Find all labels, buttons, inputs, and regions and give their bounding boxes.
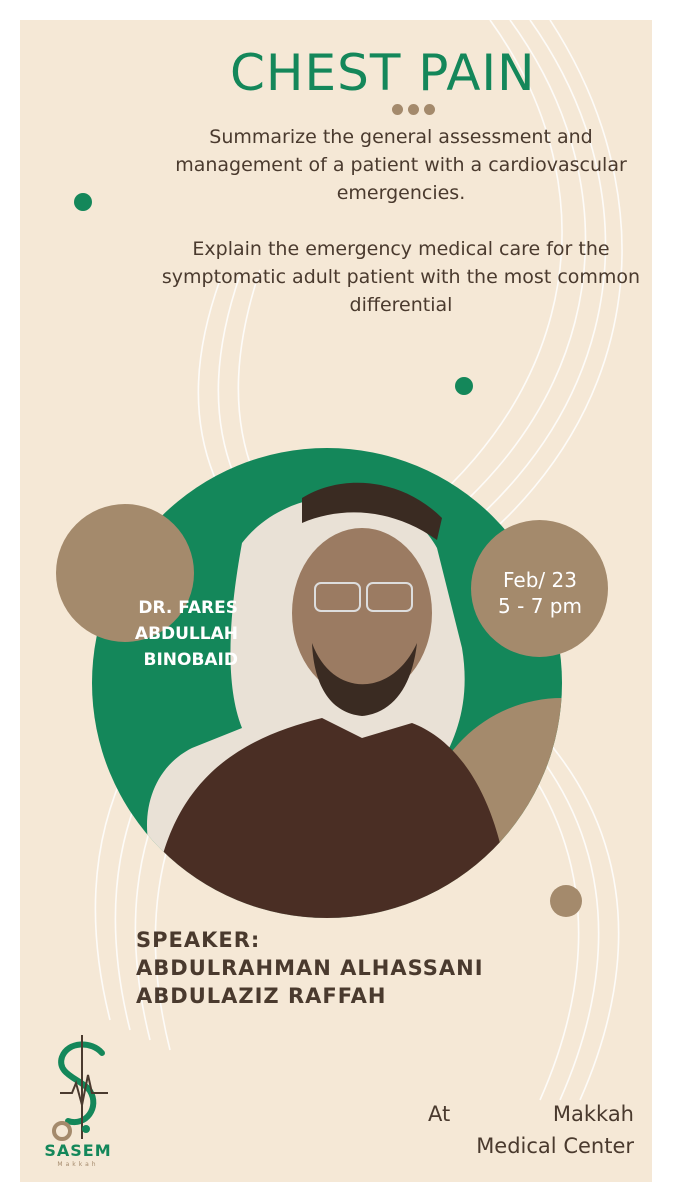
event-time: 5 - 7 pm: [498, 594, 582, 618]
objective-1: Summarize the general assessment and management of a patient with a cardiovascular emergencies.: [175, 126, 627, 204]
logo-subtitle: Makkah: [57, 1161, 99, 1168]
green-dot-decoration: [74, 193, 92, 211]
event-poster: [20, 20, 652, 1182]
location-word-at: At: [428, 1102, 451, 1126]
doctor-name-line2: ABDULLAH: [134, 624, 238, 644]
speaker-name: ABDULRAHMAN ALHASSANI: [136, 956, 484, 980]
dot: [392, 104, 403, 115]
doctor-name-line3: BINOBAID: [143, 650, 238, 670]
title-dots: [392, 104, 435, 115]
green-dot-decoration: [455, 377, 473, 395]
event-date: [470, 567, 610, 619]
speaker-name: ABDULAZIZ RAFFAH: [136, 984, 387, 1008]
dot: [408, 104, 419, 115]
dot: [424, 104, 435, 115]
poster-title: CHEST PAIN: [230, 44, 536, 102]
speaker-block: [136, 926, 484, 1010]
doctor-name: [78, 595, 238, 673]
doctor-name-line1: DR. FARES: [138, 598, 238, 618]
location-word-city: Makkah: [552, 1102, 634, 1126]
event-day: Feb/ 23: [503, 568, 577, 592]
event-location: [428, 1098, 634, 1162]
location-line2: Medical Center: [476, 1134, 634, 1158]
logo-name: SASEM: [44, 1141, 112, 1160]
speaker-label: SPEAKER:: [136, 928, 261, 952]
objective-2: Explain the emergency medical care for the symptomatic adult patient with the most common differential: [161, 238, 641, 316]
tan-dot-decoration: [550, 885, 582, 917]
